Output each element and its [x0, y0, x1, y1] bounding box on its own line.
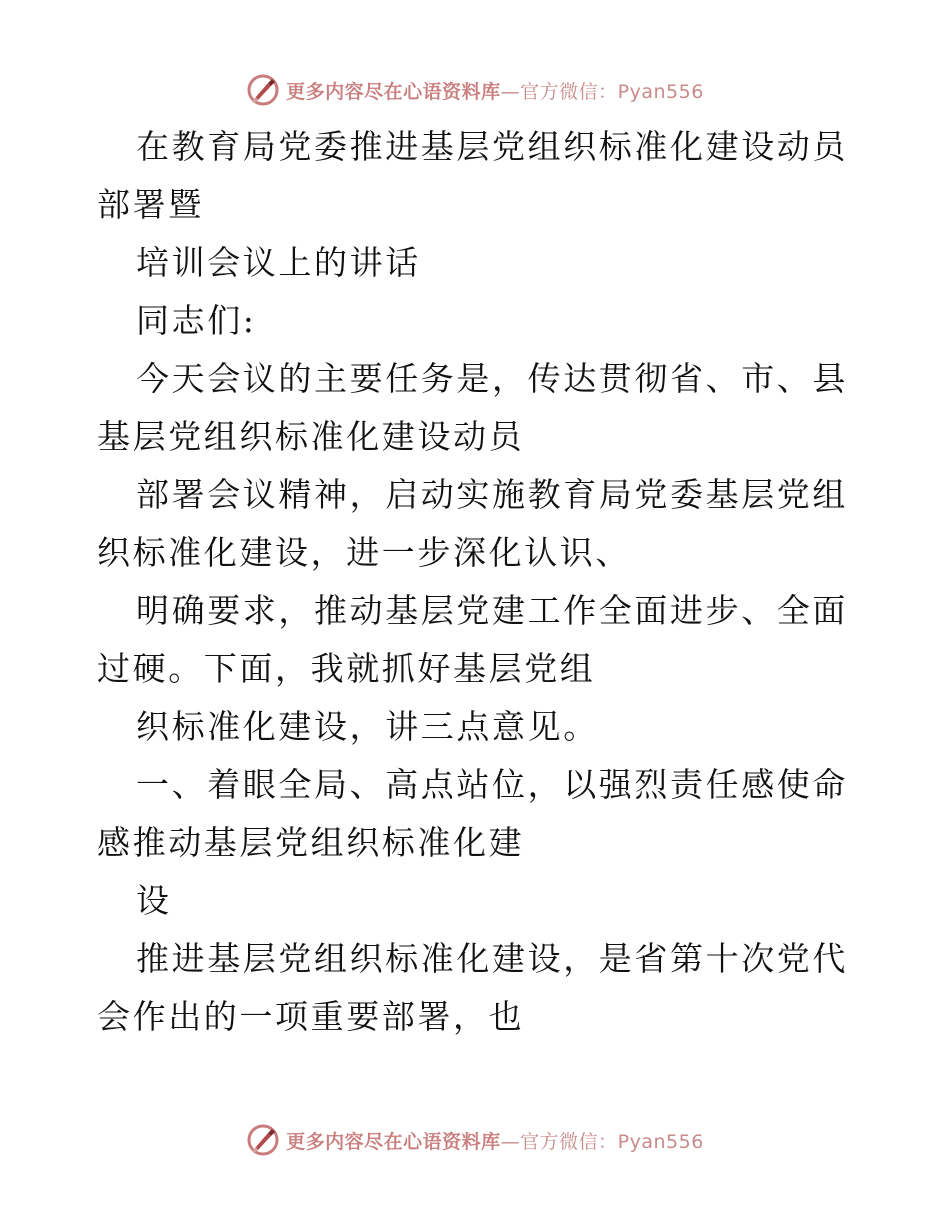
watermark-site: 更多内容尽在心语资料库 — [286, 1130, 501, 1153]
header-watermark — [0, 70, 950, 110]
paragraph: 今天会议的主要任务是，传达贯彻省、市、县基层党组织标准化建设动员 — [97, 359, 848, 456]
watermark-dash: — — [500, 80, 521, 103]
footer-watermark — [0, 1120, 950, 1160]
document-title-line2: 培训会议上的讲话 — [136, 243, 421, 282]
paragraph: 推进基层党组织标准化建设，是省第十次党代会作出的一项重要部署，也 — [97, 939, 848, 1036]
section-heading-1-tail: 设 — [136, 881, 172, 920]
pen-logo-icon — [246, 73, 280, 107]
watermark-text — [286, 1127, 704, 1154]
watermark-wechat: 官方微信：Pyan556 — [520, 1130, 704, 1153]
document-body — [97, 118, 857, 1046]
watermark-site: 更多内容尽在心语资料库 — [286, 80, 501, 103]
paragraph: 织标准化建设，讲三点意见。 — [136, 707, 599, 746]
watermark-dash: — — [500, 1130, 521, 1153]
salutation: 同志们: — [136, 301, 257, 340]
paragraph: 明确要求，推动基层党建工作全面进步、全面过硬。下面，我就抓好基层党组 — [97, 591, 848, 688]
watermark-text — [286, 77, 704, 104]
paragraph: 部署会议精神，启动实施教育局党委基层党组织标准化建设，进一步深化认识、 — [97, 475, 848, 572]
document-title-line1: 在教育局党委推进基层党组织标准化建设动员部署暨 — [97, 127, 848, 224]
watermark-wechat: 官方微信：Pyan556 — [520, 80, 704, 103]
pen-logo-icon — [246, 1123, 280, 1157]
section-heading-1: 一、着眼全局、高点站位，以强烈责任感使命感推动基层党组织标准化建 — [97, 765, 848, 862]
